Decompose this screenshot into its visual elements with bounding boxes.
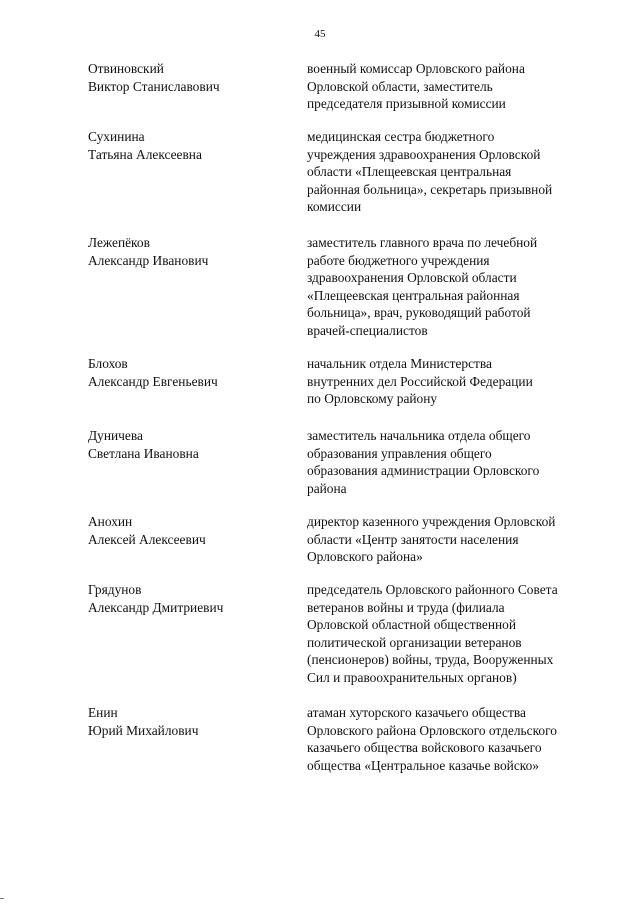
role-line: политической организации ветеранов (307, 634, 522, 650)
role-line: атаман хуторского казачьего общества (307, 705, 526, 720)
member-role (307, 355, 603, 408)
role-line: здравоохранения Орловской области (307, 270, 517, 286)
member-role (307, 60, 603, 113)
member-surname: Лежепёков (88, 235, 150, 250)
role-line: председатель Орловского районного Совета (307, 582, 558, 597)
role-line: заместитель начальника отдела общего (307, 428, 531, 443)
role-line: учреждения здравоохранения Орловской (307, 146, 541, 162)
member-surname: Отвиновский (88, 61, 164, 76)
member-surname: Енин (88, 705, 118, 720)
member-surname: Анохин (88, 514, 133, 529)
member-surname: Дуничева (88, 428, 143, 443)
role-line: образования управления общего (307, 445, 492, 461)
role-line: внутренних дел Российской Федерации (307, 373, 533, 389)
member-surname: Сухинина (88, 129, 145, 144)
role-line: военный комиссар Орловского района (307, 61, 525, 76)
role-line: области «Центр занятости населения (307, 531, 519, 547)
role-line: комиссии (307, 199, 362, 215)
role-line: области «Плещеевская центральная (307, 164, 512, 180)
role-line: ветеранов войны и труда (филиала (307, 599, 505, 615)
member-given-names: Юрий Михайлович (88, 722, 199, 738)
role-line: Орловской области, заместитель (307, 78, 493, 94)
role-line: районная больница», секретарь призывной (307, 181, 553, 197)
role-line: казачьего общества войскового казачьего (307, 740, 542, 756)
role-line: председателя призывной комиссии (307, 96, 506, 112)
page-number: 45 (314, 28, 326, 40)
role-line: Сил и правоохранительных органов) (307, 669, 517, 685)
member-name (88, 427, 298, 462)
role-line: работе бюджетного учреждения (307, 252, 490, 268)
member-given-names: Александр Иванович (88, 252, 209, 268)
role-line: по Орловскому району (307, 391, 438, 407)
member-name (88, 704, 298, 739)
member-role (307, 513, 603, 566)
member-given-names: Виктор Станиславович (88, 78, 220, 94)
role-line: общества «Центральное казачье войско» (307, 757, 540, 773)
member-surname: Грядунов (88, 582, 142, 597)
member-role (307, 704, 603, 774)
member-role (307, 581, 603, 687)
member-name (88, 128, 298, 163)
scan-edge-mark (0, 898, 4, 899)
member-given-names: Светлана Ивановна (88, 445, 199, 461)
role-line: медицинская сестра бюджетного (307, 129, 495, 144)
member-surname: Блохов (88, 356, 128, 371)
member-role (307, 128, 603, 216)
member-given-names: Алексей Алексеевич (88, 531, 206, 547)
member-name (88, 513, 298, 548)
member-name (88, 581, 298, 616)
role-line: «Плещеевская центральная районная (307, 287, 520, 303)
member-name (88, 60, 298, 95)
role-line: Орловской областной общественной (307, 617, 517, 633)
role-line: Орловского района» (307, 549, 423, 565)
member-name (88, 234, 298, 269)
role-line: больница», врач, руководящий работой (307, 305, 531, 321)
role-line: заместитель главного врача по лечебной (307, 235, 538, 250)
role-line: образования администрации Орловского (307, 463, 540, 479)
role-line: района (307, 480, 347, 496)
role-line: директор казенного учреждения Орловской (307, 514, 556, 529)
member-name (88, 355, 298, 390)
role-line: (пенсионеров) войны, труда, Вооруженных (307, 652, 554, 668)
member-given-names: Александр Дмитриевич (88, 599, 224, 615)
member-role (307, 234, 603, 340)
member-role (307, 427, 603, 497)
member-given-names: Александр Евгеньевич (88, 373, 218, 389)
member-given-names: Татьяна Алексеевна (88, 146, 202, 162)
role-line: Орловского района Орловского отдельского (307, 722, 557, 738)
role-line: начальник отдела Министерства (307, 356, 492, 371)
role-line: врачей-специалистов (307, 322, 428, 338)
